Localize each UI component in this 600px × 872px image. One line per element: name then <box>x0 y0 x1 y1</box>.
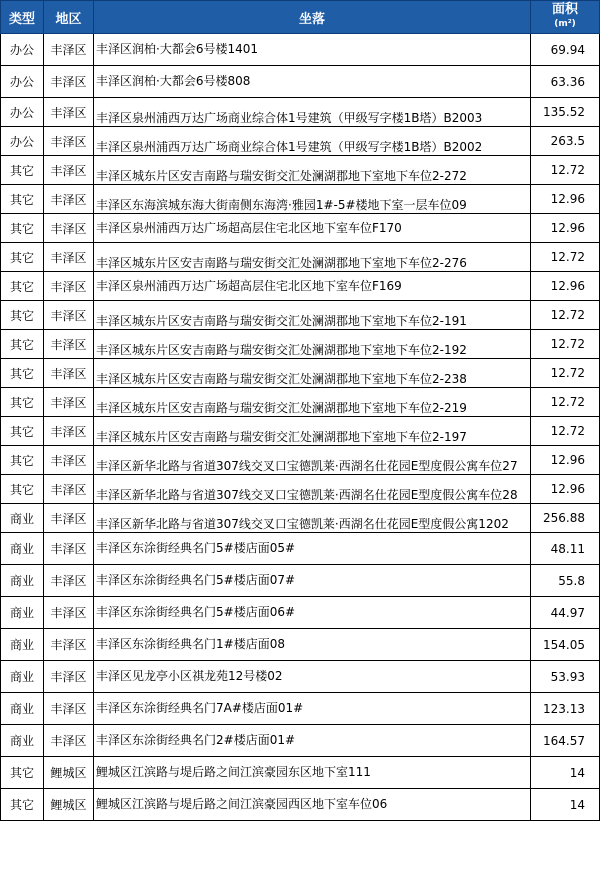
cell-location: 丰泽区城东片区安吉南路与瑞安街交汇处澜湖郡地下室地下车位2-276 <box>94 243 531 272</box>
cell-type: 商业 <box>1 533 44 565</box>
cell-type: 其它 <box>1 156 44 185</box>
cell-type: 办公 <box>1 34 44 66</box>
cell-location: 丰泽区城东片区安吉南路与瑞安街交汇处澜湖郡地下室地下车位2-219 <box>94 388 531 417</box>
cell-location: 丰泽区东涂街经典名门2#楼店面01# <box>94 725 531 757</box>
table-row <box>1 597 600 629</box>
table-row <box>1 330 600 359</box>
cell-area: 丰泽区 <box>44 330 94 359</box>
cell-type: 其它 <box>1 789 44 821</box>
cell-size: 12.96 <box>531 185 600 214</box>
cell-location: 丰泽区润柏·大都会6号楼1401 <box>94 34 531 66</box>
cell-area: 丰泽区 <box>44 417 94 446</box>
table-row <box>1 243 600 272</box>
cell-type: 商业 <box>1 661 44 693</box>
table-row <box>1 417 600 446</box>
cell-size: 12.96 <box>531 214 600 243</box>
cell-location: 丰泽区东涂街经典名门5#楼店面05# <box>94 533 531 565</box>
cell-location: 丰泽区新华北路与省道307线交叉口宝德凯莱·西湖名仕花园E型度假公寓车位28 <box>94 475 531 504</box>
cell-size: 14 <box>531 757 600 789</box>
table-row <box>1 661 600 693</box>
cell-type: 商业 <box>1 597 44 629</box>
cell-size: 12.96 <box>531 475 600 504</box>
cell-location: 丰泽区东涂街经典名门1#楼店面08 <box>94 629 531 661</box>
cell-location: 丰泽区新华北路与省道307线交叉口宝德凯莱·西湖名仕花园E型度假公寓1202 <box>94 504 531 533</box>
header-type: 类型 <box>1 1 44 34</box>
header-size-unit: (m²) <box>554 19 576 29</box>
table-row <box>1 272 600 301</box>
cell-area: 丰泽区 <box>44 214 94 243</box>
cell-type: 办公 <box>1 127 44 156</box>
table-row <box>1 185 600 214</box>
cell-area: 丰泽区 <box>44 98 94 127</box>
cell-size: 44.97 <box>531 597 600 629</box>
table-row <box>1 693 600 725</box>
cell-size: 263.5 <box>531 127 600 156</box>
cell-area: 丰泽区 <box>44 34 94 66</box>
cell-type: 其它 <box>1 214 44 243</box>
cell-area: 丰泽区 <box>44 388 94 417</box>
cell-area: 丰泽区 <box>44 66 94 98</box>
cell-location: 丰泽区泉州浦西万达广场超高层住宅北区地下室车位F169 <box>94 272 531 301</box>
cell-size: 164.57 <box>531 725 600 757</box>
cell-size: 135.52 <box>531 98 600 127</box>
cell-location: 丰泽区泉州浦西万达广场商业综合体1号建筑（甲级写字楼1B塔）B2003 <box>94 98 531 127</box>
table-row <box>1 565 600 597</box>
cell-size: 63.36 <box>531 66 600 98</box>
cell-type: 其它 <box>1 243 44 272</box>
cell-size: 53.93 <box>531 661 600 693</box>
cell-area: 丰泽区 <box>44 629 94 661</box>
cell-location: 丰泽区润柏·大都会6号楼808 <box>94 66 531 98</box>
table-header <box>1 1 600 34</box>
cell-type: 其它 <box>1 446 44 475</box>
cell-size: 12.72 <box>531 359 600 388</box>
cell-type: 商业 <box>1 629 44 661</box>
cell-type: 其它 <box>1 272 44 301</box>
cell-location: 鲤城区江滨路与堤后路之间江滨豪园东区地下室111 <box>94 757 531 789</box>
table-row <box>1 359 600 388</box>
cell-area: 丰泽区 <box>44 446 94 475</box>
cell-location: 丰泽区泉州浦西万达广场超高层住宅北区地下室车位F170 <box>94 214 531 243</box>
cell-area: 鲤城区 <box>44 757 94 789</box>
table-row <box>1 156 600 185</box>
table-row <box>1 725 600 757</box>
cell-size: 12.72 <box>531 301 600 330</box>
table-row <box>1 214 600 243</box>
cell-size: 12.96 <box>531 272 600 301</box>
table-body <box>1 34 600 821</box>
cell-area: 丰泽区 <box>44 127 94 156</box>
cell-type: 商业 <box>1 565 44 597</box>
cell-size: 12.72 <box>531 330 600 359</box>
cell-area: 丰泽区 <box>44 565 94 597</box>
cell-type: 其它 <box>1 475 44 504</box>
cell-location: 丰泽区城东片区安吉南路与瑞安街交汇处澜湖郡地下室地下车位2-191 <box>94 301 531 330</box>
cell-location: 丰泽区城东片区安吉南路与瑞安街交汇处澜湖郡地下室地下车位2-197 <box>94 417 531 446</box>
header-location: 坐落 <box>94 1 531 34</box>
cell-size: 48.11 <box>531 533 600 565</box>
cell-area: 丰泽区 <box>44 475 94 504</box>
cell-type: 办公 <box>1 98 44 127</box>
cell-location: 丰泽区城东片区安吉南路与瑞安街交汇处澜湖郡地下室地下车位2-192 <box>94 330 531 359</box>
table-row <box>1 34 600 66</box>
cell-location: 丰泽区东涂街经典名门5#楼店面06# <box>94 597 531 629</box>
cell-type: 办公 <box>1 66 44 98</box>
cell-size: 12.96 <box>531 446 600 475</box>
header-size-title: 面积 <box>551 2 578 17</box>
cell-area: 丰泽区 <box>44 185 94 214</box>
cell-type: 其它 <box>1 359 44 388</box>
cell-size: 69.94 <box>531 34 600 66</box>
cell-location: 丰泽区东涂街经典名门7A#楼店面01# <box>94 693 531 725</box>
cell-location: 丰泽区泉州浦西万达广场商业综合体1号建筑（甲级写字楼1B塔）B2002 <box>94 127 531 156</box>
cell-type: 商业 <box>1 725 44 757</box>
cell-type: 其它 <box>1 757 44 789</box>
cell-location: 丰泽区新华北路与省道307线交叉口宝德凯莱·西湖名仕花园E型度假公寓车位27 <box>94 446 531 475</box>
table-row <box>1 629 600 661</box>
cell-size: 55.8 <box>531 565 600 597</box>
cell-area: 丰泽区 <box>44 693 94 725</box>
table-row <box>1 475 600 504</box>
table-row <box>1 757 600 789</box>
cell-area: 丰泽区 <box>44 661 94 693</box>
table-row <box>1 98 600 127</box>
cell-location: 丰泽区见龙亭小区祺龙苑12号楼02 <box>94 661 531 693</box>
cell-size: 123.13 <box>531 693 600 725</box>
cell-area: 丰泽区 <box>44 272 94 301</box>
cell-type: 其它 <box>1 185 44 214</box>
cell-type: 其它 <box>1 330 44 359</box>
table-row <box>1 301 600 330</box>
table-row <box>1 504 600 533</box>
cell-area: 鲤城区 <box>44 789 94 821</box>
cell-size: 256.88 <box>531 504 600 533</box>
cell-type: 其它 <box>1 417 44 446</box>
table-row <box>1 127 600 156</box>
cell-area: 丰泽区 <box>44 243 94 272</box>
cell-area: 丰泽区 <box>44 504 94 533</box>
cell-area: 丰泽区 <box>44 359 94 388</box>
table-row <box>1 388 600 417</box>
header-size <box>531 1 600 34</box>
cell-area: 丰泽区 <box>44 725 94 757</box>
cell-location: 丰泽区东涂街经典名门5#楼店面07# <box>94 565 531 597</box>
cell-size: 12.72 <box>531 388 600 417</box>
cell-type: 其它 <box>1 301 44 330</box>
cell-location: 鲤城区江滨路与堤后路之间江滨豪园西区地下室车位06 <box>94 789 531 821</box>
cell-size: 12.72 <box>531 156 600 185</box>
cell-size: 14 <box>531 789 600 821</box>
table-row <box>1 789 600 821</box>
cell-size: 12.72 <box>531 243 600 272</box>
cell-area: 丰泽区 <box>44 597 94 629</box>
cell-type: 商业 <box>1 504 44 533</box>
cell-type: 商业 <box>1 693 44 725</box>
cell-size: 12.72 <box>531 417 600 446</box>
cell-area: 丰泽区 <box>44 156 94 185</box>
cell-location: 丰泽区城东片区安吉南路与瑞安街交汇处澜湖郡地下室地下车位2-272 <box>94 156 531 185</box>
cell-location: 丰泽区城东片区安吉南路与瑞安街交汇处澜湖郡地下室地下车位2-238 <box>94 359 531 388</box>
table-row <box>1 66 600 98</box>
cell-area: 丰泽区 <box>44 533 94 565</box>
header-area: 地区 <box>44 1 94 34</box>
cell-size: 154.05 <box>531 629 600 661</box>
cell-area: 丰泽区 <box>44 301 94 330</box>
cell-type: 其它 <box>1 388 44 417</box>
cell-location: 丰泽区东海滨城东海大街南侧东海湾·雅园1#-5#楼地下室一层车位09 <box>94 185 531 214</box>
table-row <box>1 446 600 475</box>
table-row <box>1 533 600 565</box>
